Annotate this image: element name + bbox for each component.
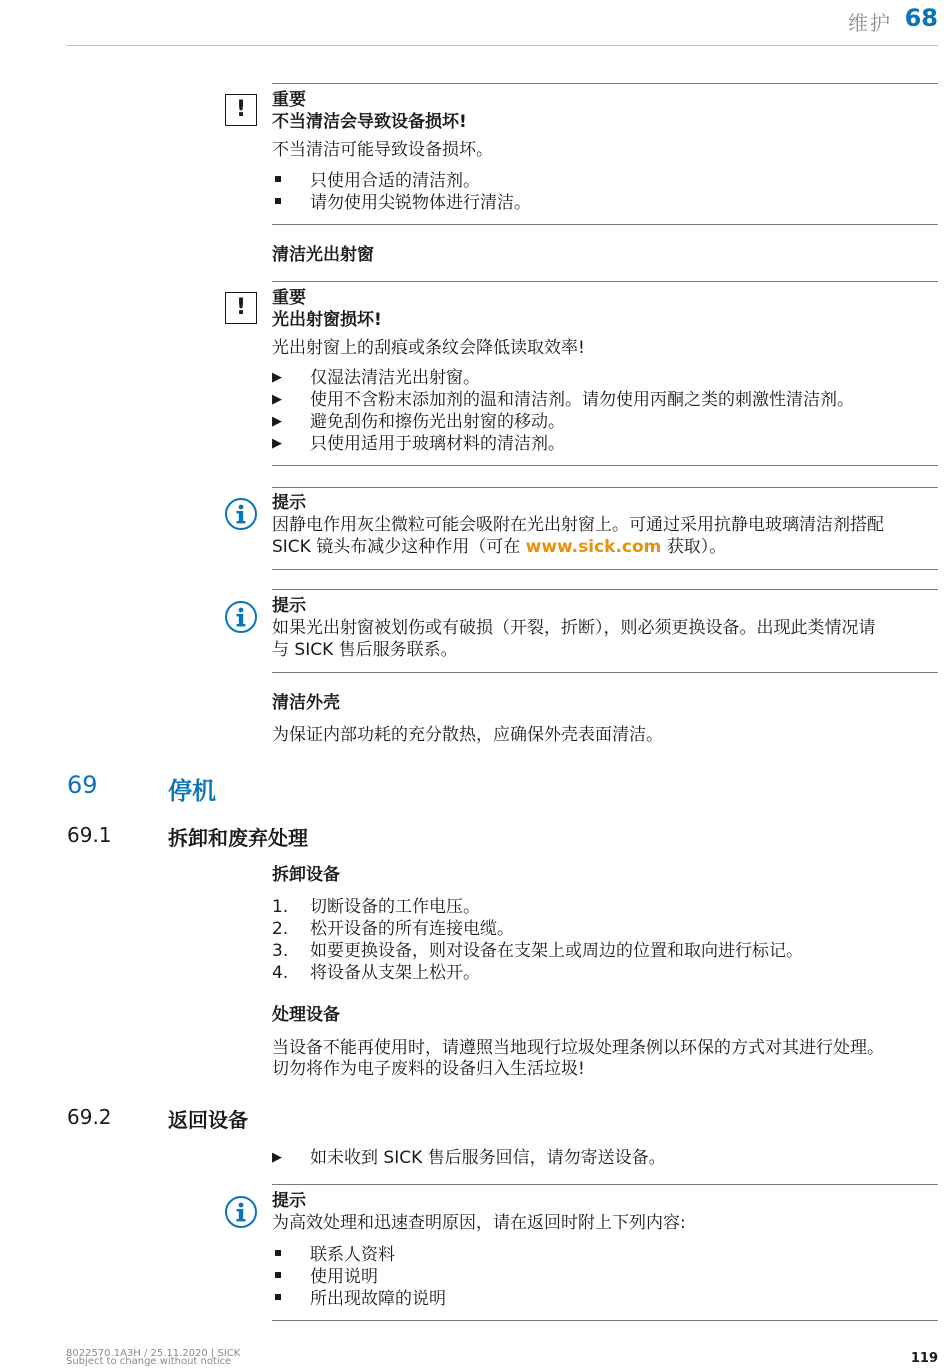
list-item: ▶ 仅湿法清洁光出射窗。 (272, 368, 480, 388)
hint-bottom-rule (272, 1320, 938, 1321)
list-item: 使用说明 (272, 1266, 446, 1288)
list-item: ▶ 只使用适用于玻璃材料的清洁剂。 (272, 434, 565, 454)
hint-top-rule (272, 589, 938, 590)
notice-bottom-rule (272, 465, 938, 466)
step-item: 4. 将设备从支架上松开。 (272, 963, 480, 983)
notice-body: 光出射窗上的刮痕或条纹会降低读取效率! (272, 338, 585, 358)
header-chapter-number: 68 (904, 4, 938, 32)
step-item: 1. 切断设备的工作电压。 (272, 897, 480, 917)
paragraph: 为保证内部功耗的充分散热，应确保外壳表面清洁。 (272, 725, 663, 745)
notice-bottom-rule (272, 224, 938, 225)
hint-body-line: 因静电作用灰尘微粒可能会吸附在光出射窗上。可通过采用抗静电玻璃清洁剂搭配 (272, 515, 884, 535)
notice-body: 不当清洁可能导致设备损坏。 (272, 140, 493, 160)
hint-top-rule (272, 487, 938, 488)
list-item: 只使用合适的清洁剂。 (272, 170, 531, 192)
hint-body-line: SICK 镜头布减少这种作用（可在 www.sick.com 获取）。 (272, 537, 727, 557)
chapter-number: 69 (67, 771, 98, 799)
notice-top-rule (272, 281, 938, 282)
step-item: 2. 松开设备的所有连接电缆。 (272, 919, 514, 939)
hint-bottom-rule (272, 569, 938, 570)
square-bullet-icon (275, 1294, 281, 1300)
paragraph-line: 当设备不能再使用时，请遵照当地现行垃圾处理条例以环保的方式对其进行处理。 (272, 1038, 884, 1058)
notice-heading: 光出射窗损坏! (272, 310, 382, 330)
notice-heading: 不当清洁会导致设备损坏! (272, 112, 467, 132)
hint-type: 提示 (272, 1191, 306, 1211)
triangle-bullet-icon: ▶ (272, 1150, 282, 1165)
list-item: ▶ 避免刮伤和擦伤光出射窗的移动。 (272, 412, 565, 432)
subheading-clean-housing: 清洁外壳 (272, 693, 340, 713)
paragraph-line: 切勿将作为电子废料的设备归入生活垃圾! (272, 1059, 585, 1079)
triangle-bullet-icon: ▶ (272, 436, 282, 451)
square-bullet-icon (275, 1272, 281, 1278)
info-icon (224, 600, 258, 634)
footer-doc-id: 8022570.1A3H / 25.11.2020 | SICK (66, 1348, 241, 1359)
section-title: 返回设备 (168, 1108, 248, 1132)
section-number: 69.2 (67, 1105, 112, 1129)
hint-top-rule (272, 1184, 938, 1185)
triangle-bullet-icon: ▶ (272, 414, 282, 429)
hint-body-line: 如果光出射窗被划伤或有破损（开裂，折断），则必须更换设备。出现此类情况请 (272, 618, 876, 638)
triangle-bullet-icon: ▶ (272, 370, 282, 385)
hint-list (272, 1244, 446, 1310)
hint-type: 提示 (272, 493, 306, 513)
info-icon (224, 497, 258, 531)
footer-disclaimer: Subject to change without notice (66, 1356, 232, 1367)
notice-type: 重要 (272, 288, 306, 308)
list-item: 所出现故障的说明 (272, 1288, 446, 1310)
exclamation-icon: ! (225, 292, 257, 324)
notice-action-list (272, 367, 854, 455)
chapter-title: 停机 (168, 777, 216, 805)
hint-bottom-rule (272, 672, 938, 673)
notice-type: 重要 (272, 90, 306, 110)
hint-type: 提示 (272, 596, 306, 616)
hint-body: 为高效处理和迅速查明原因，请在返回时附上下列内容: (272, 1213, 686, 1233)
list-item: 请勿使用尖锐物体进行清洁。 (272, 192, 531, 214)
header-section-title: 维护 (848, 11, 892, 35)
notice-list (272, 170, 531, 214)
sick-website-link[interactable]: www.sick.com (525, 537, 662, 557)
info-icon (224, 1195, 258, 1229)
square-bullet-icon (275, 1250, 281, 1256)
page-number: 119 (910, 1351, 938, 1366)
subheading-clean-window: 清洁光出射窗 (272, 245, 374, 265)
list-item: ▶ 使用不含粉末添加剂的温和清洁剂。请勿使用丙酮之类的刺激性清洁剂。 (272, 390, 854, 410)
steps-list (272, 896, 803, 984)
square-bullet-icon (275, 176, 281, 182)
list-item: ▶ 如未收到 SICK 售后服务回信，请勿寄送设备。 (272, 1148, 666, 1168)
list-item: 联系人资料 (272, 1244, 446, 1266)
exclamation-icon: ! (225, 94, 257, 126)
triangle-bullet-icon: ▶ (272, 392, 282, 407)
header-divider (67, 45, 938, 46)
subheading-dispose-device: 处理设备 (272, 1005, 340, 1025)
notice-top-rule (272, 83, 938, 84)
square-bullet-icon (275, 198, 281, 204)
action-list (272, 1147, 666, 1169)
hint-body-line: 与 SICK 售后服务联系。 (272, 640, 458, 660)
section-title: 拆卸和废弃处理 (168, 826, 308, 850)
section-number: 69.1 (67, 823, 112, 847)
subheading-remove-device: 拆卸设备 (272, 865, 340, 885)
step-item: 3. 如要更换设备，则对设备在支架上或周边的位置和取向进行标记。 (272, 941, 803, 961)
